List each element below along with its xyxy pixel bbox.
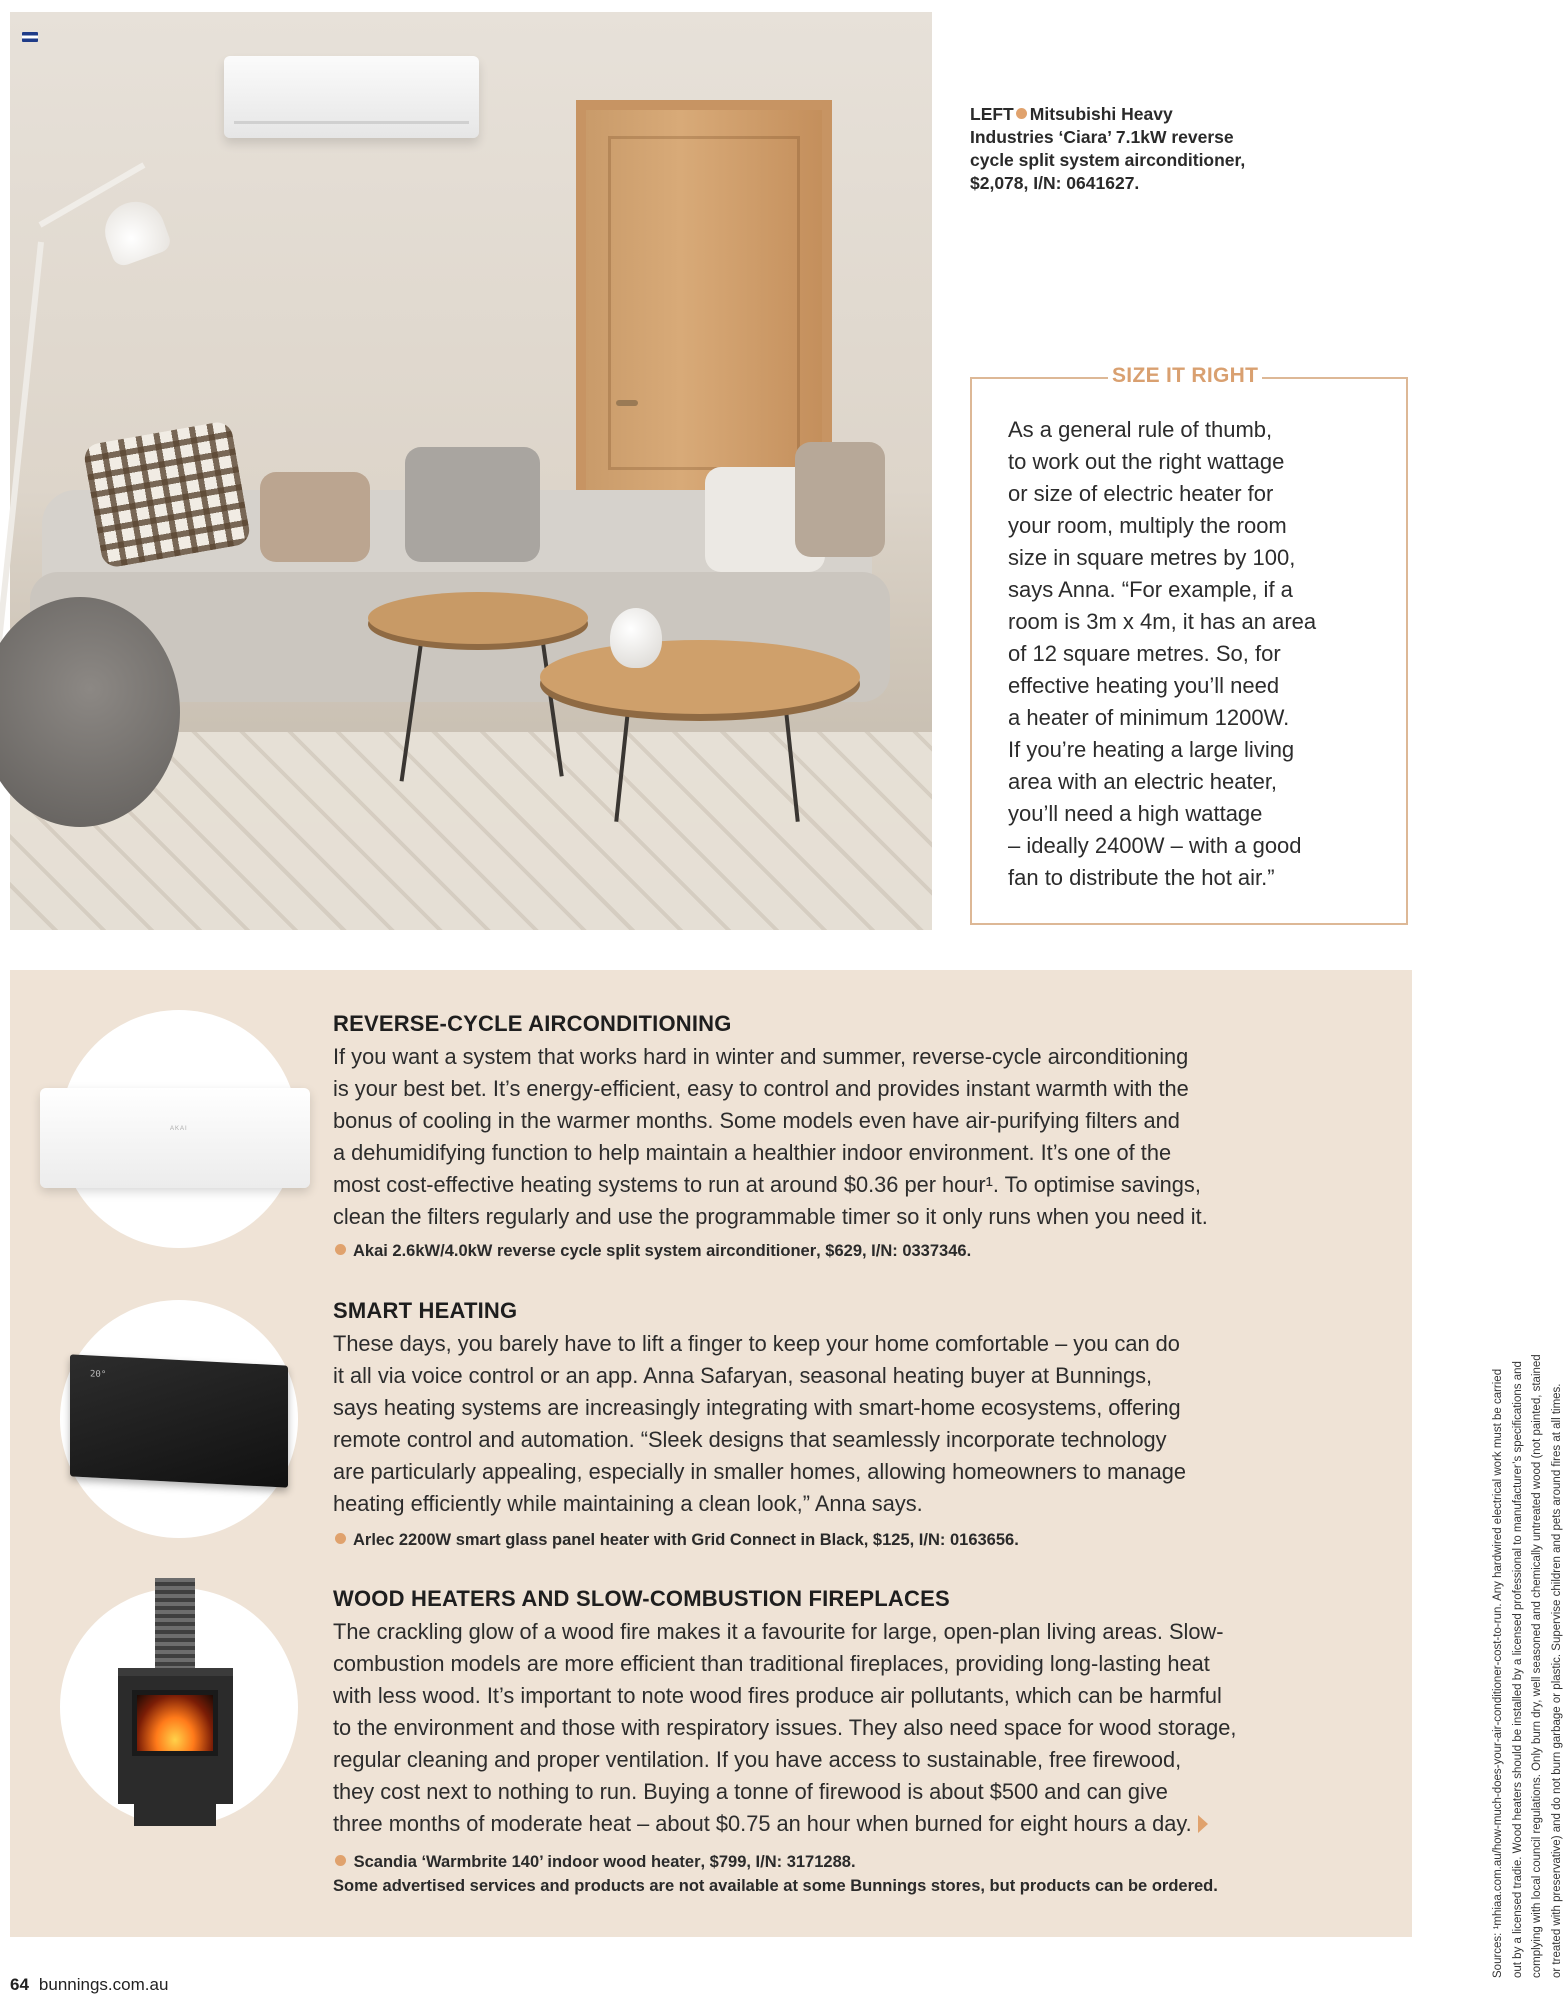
product-price: with Grid Connect in Black, $125, I/N: 0163656. bbox=[649, 1531, 1019, 1549]
caption-line: cycle split system bbox=[970, 150, 1125, 170]
floor-lamp-shade bbox=[97, 193, 173, 268]
section-title-smart-heating: SMART HEATING bbox=[333, 1298, 518, 1323]
body-line: three months of moderate heat – about $0.75 an hour when burned for eight hours a day. bbox=[333, 1811, 1192, 1836]
cushion-checked bbox=[82, 420, 251, 569]
page-number: 64 bbox=[10, 1975, 29, 1994]
caption-line: Industries ‘Ciara’ 7.1kW reverse bbox=[970, 127, 1234, 147]
body-line: is your best bet. It’s energy-efficient, easy to control and provides instant warmth with the bbox=[333, 1076, 1189, 1101]
product-keyword: airconditioner bbox=[706, 1242, 817, 1260]
body-line: it all via voice control or an app. Anna Safaryan, seasonal heating buyer at Bunnings, bbox=[333, 1363, 1153, 1388]
side-note-line: Sources: ¹mhiaa.com.au/how-much-does-your-air-conditioner-cost-to-run. Any hardwired electrical work must be carried bbox=[1492, 1368, 1504, 1978]
bullet-dot-icon bbox=[335, 1855, 346, 1866]
side-note-line: or treated with preservative) and do not burn garbage or plastic. Supervise children and pets around fires at all times. bbox=[1550, 1383, 1563, 1978]
section-body-smart-heating bbox=[333, 1328, 1373, 1520]
box-line: to work out the right wattage bbox=[1008, 449, 1285, 474]
body-line: If you want a system that works hard in winter and summer, reverse-cycle airconditioning bbox=[333, 1044, 1189, 1069]
page-footer bbox=[10, 1975, 168, 1995]
body-line: with less wood. It’s important to note wood fires produce air pollutants, which can be harmful bbox=[333, 1683, 1222, 1708]
body-line: are particularly appealing, especially in smaller homes, allowing homeowners to manage bbox=[333, 1459, 1186, 1484]
box-line: of 12 square metres. So, for bbox=[1008, 641, 1281, 666]
section-title-wood-heaters: WOOD HEATERS AND SLOW-COMBUSTION FIREPLACES bbox=[333, 1586, 950, 1611]
availability-disclaimer: Some advertised services and products are not available at some Bunnings stores, but products can be ordered. bbox=[333, 1877, 1218, 1895]
box-line: or size of electric heater for bbox=[1008, 481, 1274, 506]
body-line: heating efficiently while maintaining a clean look,” Anna says. bbox=[333, 1491, 923, 1516]
akai-airconditioner-image: AKAI bbox=[60, 1010, 298, 1248]
box-line: – ideally 2400W – with a good bbox=[1008, 833, 1302, 858]
size-it-right-text bbox=[1008, 414, 1383, 894]
section-title-reverse-cycle: REVERSE-CYCLE AIRCONDITIONING bbox=[333, 1011, 732, 1036]
body-line: combustion models are more efficient than traditional fireplaces, providing long-lasting heat bbox=[333, 1651, 1210, 1676]
body-line: clean the filters regularly and use the programmable timer so it only runs when you need it. bbox=[333, 1204, 1208, 1229]
cushion bbox=[405, 447, 540, 562]
vase-illustration bbox=[610, 608, 662, 668]
box-line: As a general rule of thumb, bbox=[1008, 417, 1273, 442]
body-line: most cost-effective heating systems to run at around $0.36 per hour¹. To optimise savings, bbox=[333, 1172, 1201, 1197]
box-line: fan to distribute the hot air.” bbox=[1008, 865, 1275, 890]
box-line: room is 3m x 4m, it has an area bbox=[1008, 609, 1317, 634]
box-line: you’ll need a high wattage bbox=[1008, 801, 1263, 826]
box-line: your room, multiply the room bbox=[1008, 513, 1287, 538]
body-line: The crackling glow of a wood fire makes it a favourite for large, open-plan living areas. Slow- bbox=[333, 1619, 1224, 1644]
side-note-line: out by a licensed tradie. Wood heaters should be installed by a licensed professional to manufacturer’s specifications and bbox=[1511, 1361, 1524, 1978]
product-text: Scandia ‘Warmbrite 140’ indoor bbox=[353, 1853, 604, 1871]
hero-caption bbox=[970, 103, 1270, 195]
product-price: , $799, I/N: 3171288. bbox=[700, 1853, 856, 1871]
box-line: If you’re heating a large living bbox=[1008, 737, 1295, 762]
caption-prefix: LEFT bbox=[970, 104, 1014, 124]
product-keyword: wood heater bbox=[603, 1853, 701, 1871]
product-akai bbox=[333, 1242, 971, 1261]
body-line: to the environment and those with respiratory issues. They also need space for wood storage, bbox=[333, 1715, 1237, 1740]
body-line: says heating systems are increasingly integrating with smart-home ecosystems, offering bbox=[333, 1395, 1181, 1420]
hero-living-room-photo bbox=[10, 12, 932, 930]
section-body-reverse-cycle bbox=[333, 1041, 1373, 1233]
bullet-dot-icon bbox=[335, 1533, 346, 1544]
site-link[interactable]: bunnings.com.au bbox=[38, 1975, 169, 1994]
coffee-table-large bbox=[540, 640, 860, 714]
bullet-dot-icon bbox=[335, 1244, 346, 1255]
size-it-right-title: SIZE IT RIGHT bbox=[1108, 364, 1262, 388]
product-arlec bbox=[333, 1531, 1019, 1550]
coffee-table-small bbox=[368, 592, 588, 644]
side-note-line: complying with local council regulations. Only burn dry, well seasoned and chemically untreated wood (not painted, stained bbox=[1531, 1354, 1543, 1978]
body-line: bonus of cooling in the warmer months. Some models even have air-purifying filters and bbox=[333, 1108, 1180, 1133]
box-line: a heater of minimum 1200W. bbox=[1008, 705, 1290, 730]
body-line: regular cleaning and proper ventilation. If you have access to sustainable, free firewood, bbox=[333, 1747, 1182, 1772]
product-price: , $629, I/N: 0337346. bbox=[816, 1242, 972, 1260]
box-line: area with an electric heater, bbox=[1008, 769, 1278, 794]
caption-price: $2,078, I/N: 0641627. bbox=[970, 173, 1140, 193]
cushion bbox=[795, 442, 885, 557]
caption-product-keyword: airconditioner, bbox=[1124, 150, 1246, 170]
section-body-wood-heaters bbox=[333, 1616, 1373, 1840]
body-line: These days, you barely have to lift a finger to keep your home comfortable – you can do bbox=[333, 1331, 1180, 1356]
caption-line: Mitsubishi Heavy bbox=[1029, 104, 1173, 124]
bullet-dot-icon bbox=[1016, 108, 1027, 119]
product-text: Akai 2.6kW/4.0kW reverse cycle split system bbox=[352, 1242, 707, 1260]
body-line: they cost next to nothing to run. Buying a tonne of firewood is about $500 and can give bbox=[333, 1779, 1168, 1804]
box-line: size in square metres by 100, bbox=[1008, 545, 1296, 570]
body-line: remote control and automation. “Sleek designs that seamlessly incorporate technology bbox=[333, 1427, 1167, 1452]
product-text: Arlec 2200W smart glass bbox=[352, 1531, 553, 1549]
wall-airconditioner-illustration bbox=[224, 56, 479, 138]
flag-icon bbox=[22, 32, 38, 42]
arlec-panel-heater-image: 20° bbox=[60, 1300, 298, 1538]
sources-side-note bbox=[1489, 1188, 1567, 1978]
box-line: effective heating you’ll need bbox=[1008, 673, 1280, 698]
cushion bbox=[260, 472, 370, 562]
product-scandia bbox=[333, 1853, 856, 1872]
door-illustration bbox=[576, 100, 832, 500]
continue-arrow-icon bbox=[1198, 1815, 1208, 1833]
scandia-wood-heater-image bbox=[60, 1588, 298, 1826]
product-keyword: panel heater bbox=[552, 1531, 650, 1549]
body-line: a dehumidifying function to help maintain a healthier indoor environment. It’s one of the bbox=[333, 1140, 1172, 1165]
box-line: says Anna. “For example, if a bbox=[1008, 577, 1293, 602]
